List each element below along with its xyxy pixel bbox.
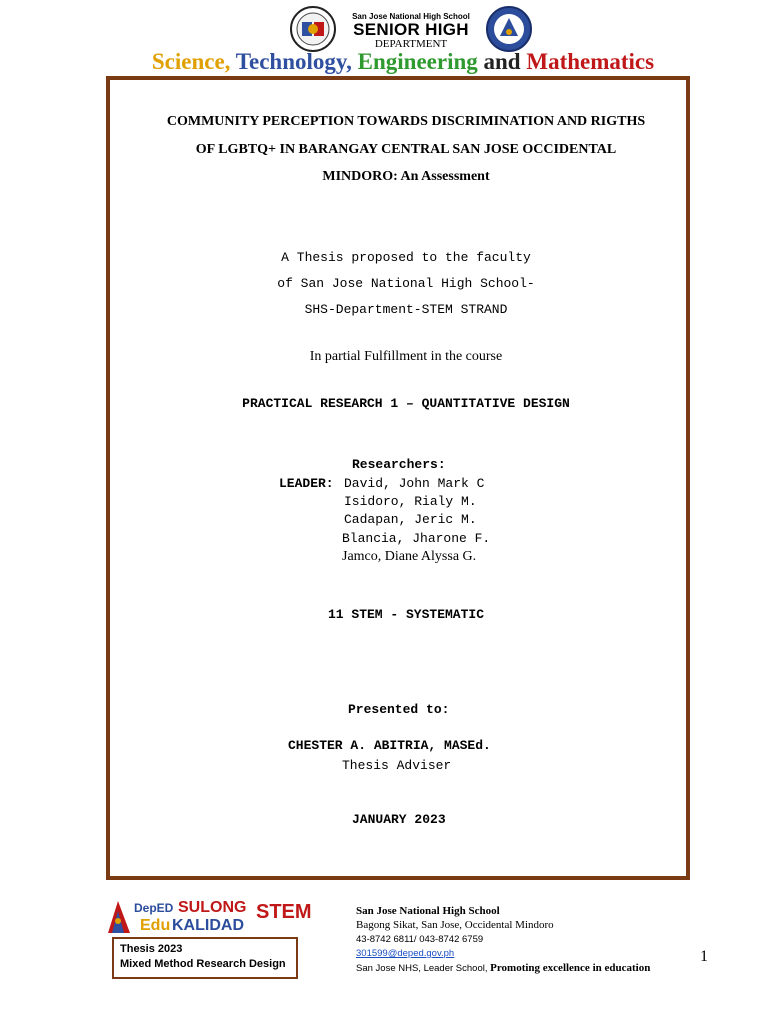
proposal-line-1: A Thesis proposed to the faculty bbox=[281, 250, 531, 265]
footer-motto-bold: Promoting excellence in education bbox=[490, 962, 651, 974]
researchers-heading: Researchers: bbox=[352, 457, 446, 472]
title-line-3-bold: MINDORO: bbox=[322, 169, 398, 184]
logo-sulong-text: SULONG bbox=[178, 899, 247, 916]
proposal-line-3: SHS-Department-STEM STRAND bbox=[304, 302, 508, 317]
leader-label: LEADER: bbox=[279, 476, 334, 491]
footer-phone: 43-8742 6811/ 043-8742 6759 bbox=[356, 934, 484, 945]
presented-heading: Presented to: bbox=[348, 702, 450, 717]
fulfillment-text: In partial Fulfillment in the course bbox=[309, 349, 503, 364]
footer-motto bbox=[356, 962, 650, 974]
stem-and: and bbox=[483, 49, 521, 74]
researcher-name-4: Blancia, Jharone F. bbox=[342, 531, 491, 546]
researcher-name-3: Cadapan, Jeric M. bbox=[344, 512, 477, 527]
logo-kalidad-text: KALIDAD bbox=[172, 917, 244, 934]
thesis-date: JANUARY 2023 bbox=[352, 812, 446, 827]
stem-mathematics: Mathematics bbox=[526, 49, 655, 74]
logo-stem-text: STEM bbox=[256, 901, 312, 923]
deped-seal-icon bbox=[486, 6, 532, 52]
researcher-name-5: Jamco, Diane Alyssa G. bbox=[342, 549, 477, 564]
stem-engineering: Engineering bbox=[357, 49, 478, 74]
logo-deped-text: DepED bbox=[134, 901, 174, 915]
thesis-year: Thesis 2023 bbox=[120, 943, 183, 955]
page-number: 1 bbox=[700, 948, 708, 965]
footer-address: Bagong Sikat, San Jose, Occidental Mindoro bbox=[356, 919, 554, 931]
stem-technology: Technology, bbox=[235, 49, 352, 74]
title-line-1: COMMUNITY PERCEPTION TOWARDS DISCRIMINATION AND RIGTHS bbox=[166, 114, 646, 129]
header-senior-high: SENIOR HIGH bbox=[353, 20, 469, 39]
researcher-name-1: David, John Mark C bbox=[344, 476, 485, 491]
stem-science: Science, bbox=[151, 49, 231, 74]
proposal-line-2: of San Jose National High School- bbox=[277, 276, 535, 291]
header-school-name: San Jose National High School bbox=[352, 12, 470, 21]
title-line-3-rest: An Assessment bbox=[397, 169, 490, 184]
adviser-role: Thesis Adviser bbox=[342, 758, 452, 773]
school-seal-icon bbox=[290, 6, 336, 52]
deped-sulong-logo bbox=[106, 899, 336, 937]
course-title: PRACTICAL RESEARCH 1 – QUANTITATIVE DESIGN bbox=[242, 396, 570, 411]
footer-email-link[interactable]: 301599@deped.gov.ph bbox=[356, 948, 455, 959]
thesis-design: Mixed Method Research Design bbox=[120, 958, 286, 970]
title-line-2: OF LGBTQ+ IN BARANGAY CENTRAL SAN JOSE OCCIDENTAL bbox=[195, 142, 617, 157]
footer-motto-plain: San Jose NHS, Leader School, bbox=[356, 963, 491, 974]
flag-icon bbox=[106, 899, 132, 935]
stem-banner bbox=[0, 49, 768, 75]
title-line-3 bbox=[140, 169, 672, 185]
footer-school-name: San Jose National High School bbox=[356, 905, 500, 917]
header-department: DEPARTMENT bbox=[374, 38, 448, 50]
researcher-name-2: Isidoro, Rialy M. bbox=[344, 494, 477, 509]
logo-edu-text: Edu bbox=[140, 917, 171, 934]
adviser-name: CHESTER A. ABITRIA, MASEd. bbox=[288, 738, 491, 753]
section-name: 11 STEM - SYSTEMATIC bbox=[327, 607, 485, 622]
